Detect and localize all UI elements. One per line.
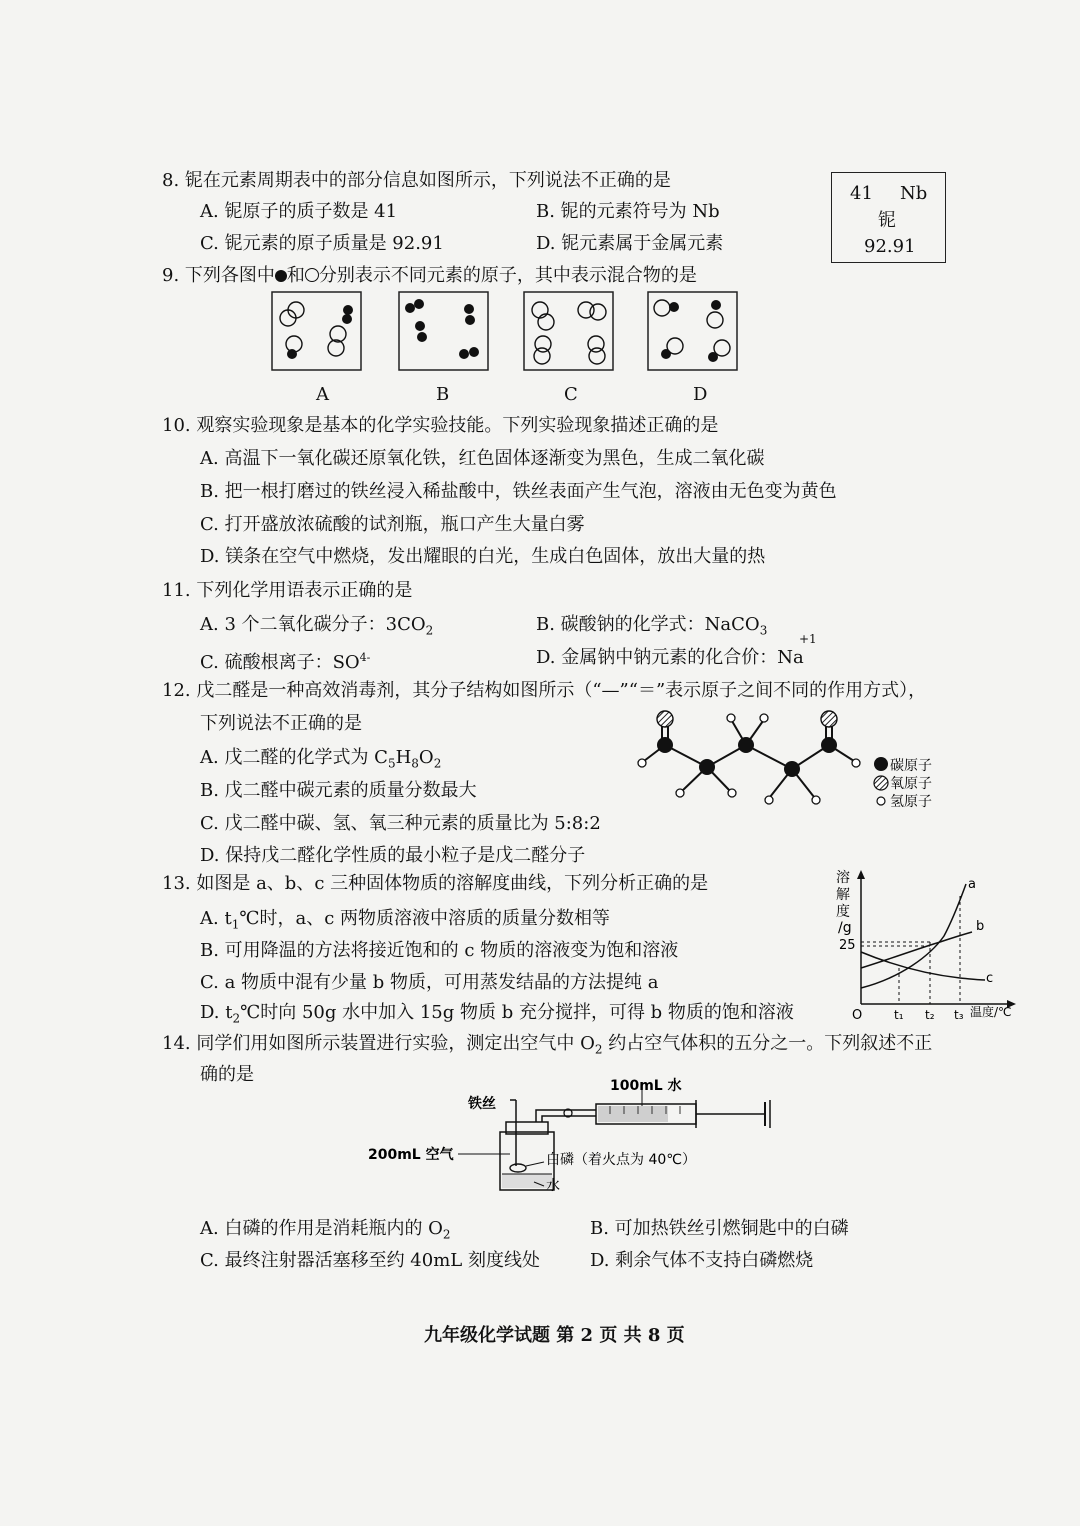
chart-ylabel-1: 溶 <box>836 870 850 886</box>
q12-stem-1: 12. 戊二醛是一种高效消毒剂，其分子结构如图所示（“—”“＝”表示原子之间不同的作用方式）， <box>162 680 927 701</box>
q13-d-pre: D. t <box>200 1002 233 1023</box>
q13-d-sub: 2 <box>232 1011 241 1026</box>
curve-b-label: b <box>976 919 985 934</box>
q8-stem: 8. 铌在元素周期表中的部分信息如图所示，下列说法不正确的是 <box>162 170 671 191</box>
q9-box-b <box>399 292 488 370</box>
q9-stem-after: 分别表示不同元素的原子，其中表示混合物的是 <box>318 265 697 286</box>
q11-option-d <box>536 647 804 669</box>
q11-b-sub: 3 <box>759 623 768 638</box>
solubility-curve-chart <box>830 866 1030 1026</box>
q12-stem-2: 下列说法不正确的是 <box>200 713 362 734</box>
q14-option-c: C. 最终注射器活塞移至约 40mL 刻度线处 <box>200 1250 540 1271</box>
q14-stem-post: 约占空气体积的五分之一。下列叙述不正 <box>602 1033 933 1054</box>
q12-option-c: C. 戊二醛中碳、氢、氧三种元素的质量比为 5:8:2 <box>200 813 601 834</box>
q13-stem: 13. 如图是 a、b、c 三种固体物质的溶解度曲线，下列分析正确的是 <box>162 873 709 894</box>
fig-phosphorus-label: 白磷（着火点为 40℃） <box>546 1152 696 1168</box>
curve-c-label: c <box>986 971 994 986</box>
q14-stem-text: 14. 同学们用如图所示装置进行实验，测定出空气中 O <box>162 1033 595 1054</box>
filled-atom-icon <box>275 270 287 282</box>
q11-d-valence: +1 <box>799 632 817 646</box>
q8-option-a: A. 铌原子的质子数是 41 <box>200 201 398 222</box>
q8-option-c: C. 铌元素的原子质量是 92.91 <box>200 233 444 254</box>
q12-a-sub2: 8 <box>411 756 419 771</box>
q11-stem: 11. 下列化学用语表示正确的是 <box>162 580 413 601</box>
chart-ylabel-4: /g <box>838 920 852 936</box>
q14-option-a <box>200 1218 451 1246</box>
legend-oxygen: 氧原子 <box>890 776 932 792</box>
q9-stem-mid: 和 <box>286 265 305 286</box>
fig-wire-label: 铁丝 <box>468 1096 496 1112</box>
q13-option-d <box>200 1002 794 1030</box>
hollow-atom-icon <box>305 268 319 282</box>
q14-option-b: B. 可加热铁丝引燃铜匙中的白磷 <box>590 1218 849 1239</box>
page-footer: 九年级化学试题 第 2 页 共 8 页 <box>424 1325 685 1346</box>
legend-carbon: 碳原子 <box>890 758 932 774</box>
q12-option-b: B. 戊二醛中碳元素的质量分数最大 <box>200 780 477 801</box>
element-card <box>831 172 946 263</box>
q10-option-a: A. 高温下一氧化碳还原氧化铁，红色固体逐渐变为黑色，生成二氧化碳 <box>200 448 765 469</box>
q9-label-b: B <box>436 384 450 405</box>
q10-option-b: B. 把一根打磨过的铁丝浸入稀盐酸中，铁丝表面产生气泡，溶液由无色变为黄色 <box>200 481 837 502</box>
q14-a-sub: 2 <box>442 1227 451 1242</box>
q13-option-b: B. 可用降温的方法将接近饱和的 c 物质的溶液变为饱和溶液 <box>200 940 679 961</box>
q9-box-a <box>272 292 361 370</box>
q12-a-o: O <box>418 747 434 768</box>
q12-a-h: H <box>395 747 412 768</box>
chart-origin-label: O <box>852 1008 863 1023</box>
element-mass: 92.91 <box>864 236 916 257</box>
fig-air-label: 200mL 空气 <box>368 1147 454 1163</box>
element-symbol: Nb <box>900 183 928 204</box>
chart-y25-label: 25 <box>839 938 856 953</box>
q13-option-c: C. a 物质中混有少量 b 物质，可用蒸发结晶的方法提纯 a <box>200 972 659 993</box>
q12-a-sub1: 5 <box>387 756 396 771</box>
q11-c-text: C. 硫酸根离子：SO <box>200 652 360 673</box>
q14-stem-1 <box>162 1033 932 1061</box>
q14-a-text: A. 白磷的作用是消耗瓶内的 O <box>200 1218 443 1239</box>
q14-option-d: D. 剩余气体不支持白磷燃烧 <box>590 1250 814 1271</box>
q9-label-d: D <box>693 384 708 405</box>
q8-option-d: D. 铌元素属于金属元素 <box>536 233 724 254</box>
q9-stem <box>162 265 697 287</box>
glutaraldehyde-structure <box>630 705 950 835</box>
q11-a-text: A. 3 个二氧化碳分子：3CO <box>200 614 426 635</box>
q9-stem-before: 9. 下列各图中 <box>162 265 275 286</box>
q12-a-sub3: 2 <box>433 756 442 771</box>
q9-box-c <box>524 292 613 370</box>
q13-a-sub: 1 <box>231 917 240 932</box>
chart-ylabel-3: 度 <box>836 904 850 920</box>
chart-xlabel: 温度/℃ <box>970 1005 1012 1019</box>
fig-water-label: 100mL 水 <box>610 1078 682 1094</box>
element-name: 铌 <box>878 210 896 231</box>
q11-d-text: D. 金属钠中钠元素的化合价：Na <box>536 647 804 668</box>
curve-c <box>861 952 985 980</box>
curve-a <box>861 884 966 988</box>
chart-ylabel-2: 解 <box>836 887 850 903</box>
q9-box-d <box>648 292 737 370</box>
phosphorus-apparatus <box>360 1070 790 1200</box>
q13-d-post: ℃时向 50g 水中加入 15g 物质 b 充分搅拌，可得 b 物质的饱和溶液 <box>240 1002 794 1023</box>
q11-option-a <box>200 614 433 642</box>
q11-option-c <box>200 647 370 674</box>
q14-stem-2: 确的是 <box>200 1064 254 1085</box>
legend-hydrogen: 氢原子 <box>890 794 932 810</box>
q11-c-sup: 4- <box>359 651 371 664</box>
q13-option-a <box>200 908 610 936</box>
q10-option-d: D. 镁条在空气中燃烧，发出耀眼的白光，生成白色固体，放出大量的热 <box>200 546 766 567</box>
curve-a-label: a <box>968 877 976 892</box>
q13-a-pre: A. t <box>200 908 232 929</box>
q10-stem: 10. 观察实验现象是基本的化学实验技能。下列实验现象描述正确的是 <box>162 415 719 436</box>
q9-label-c: C <box>564 384 578 405</box>
q12-a-text: A. 戊二醛的化学式为 C <box>200 747 388 768</box>
fig-water2-label: 水 <box>546 1178 560 1194</box>
q9-label-a: A <box>316 384 329 405</box>
chart-tick-t3: t₃ <box>954 1008 964 1022</box>
q10-option-c: C. 打开盛放浓硫酸的试剂瓶，瓶口产生大量白雾 <box>200 514 585 535</box>
chart-tick-t1: t₁ <box>894 1008 904 1022</box>
q14-stem-sub: 2 <box>594 1042 603 1057</box>
q11-a-sub: 2 <box>425 623 434 638</box>
chart-tick-t2: t₂ <box>925 1008 935 1022</box>
q12-option-a <box>200 747 441 775</box>
q8-option-b: B. 铌的元素符号为 Nb <box>536 201 720 222</box>
q11-option-b <box>536 614 767 642</box>
q12-option-d: D. 保持戊二醛化学性质的最小粒子是戊二醛分子 <box>200 845 586 866</box>
q13-a-post: ℃时，a、c 两物质溶液中溶质的质量分数相等 <box>239 908 610 929</box>
q11-b-text: B. 碳酸钠的化学式：NaCO <box>536 614 760 635</box>
q9-particle-diagrams <box>270 290 750 380</box>
element-number: 41 <box>850 183 873 204</box>
